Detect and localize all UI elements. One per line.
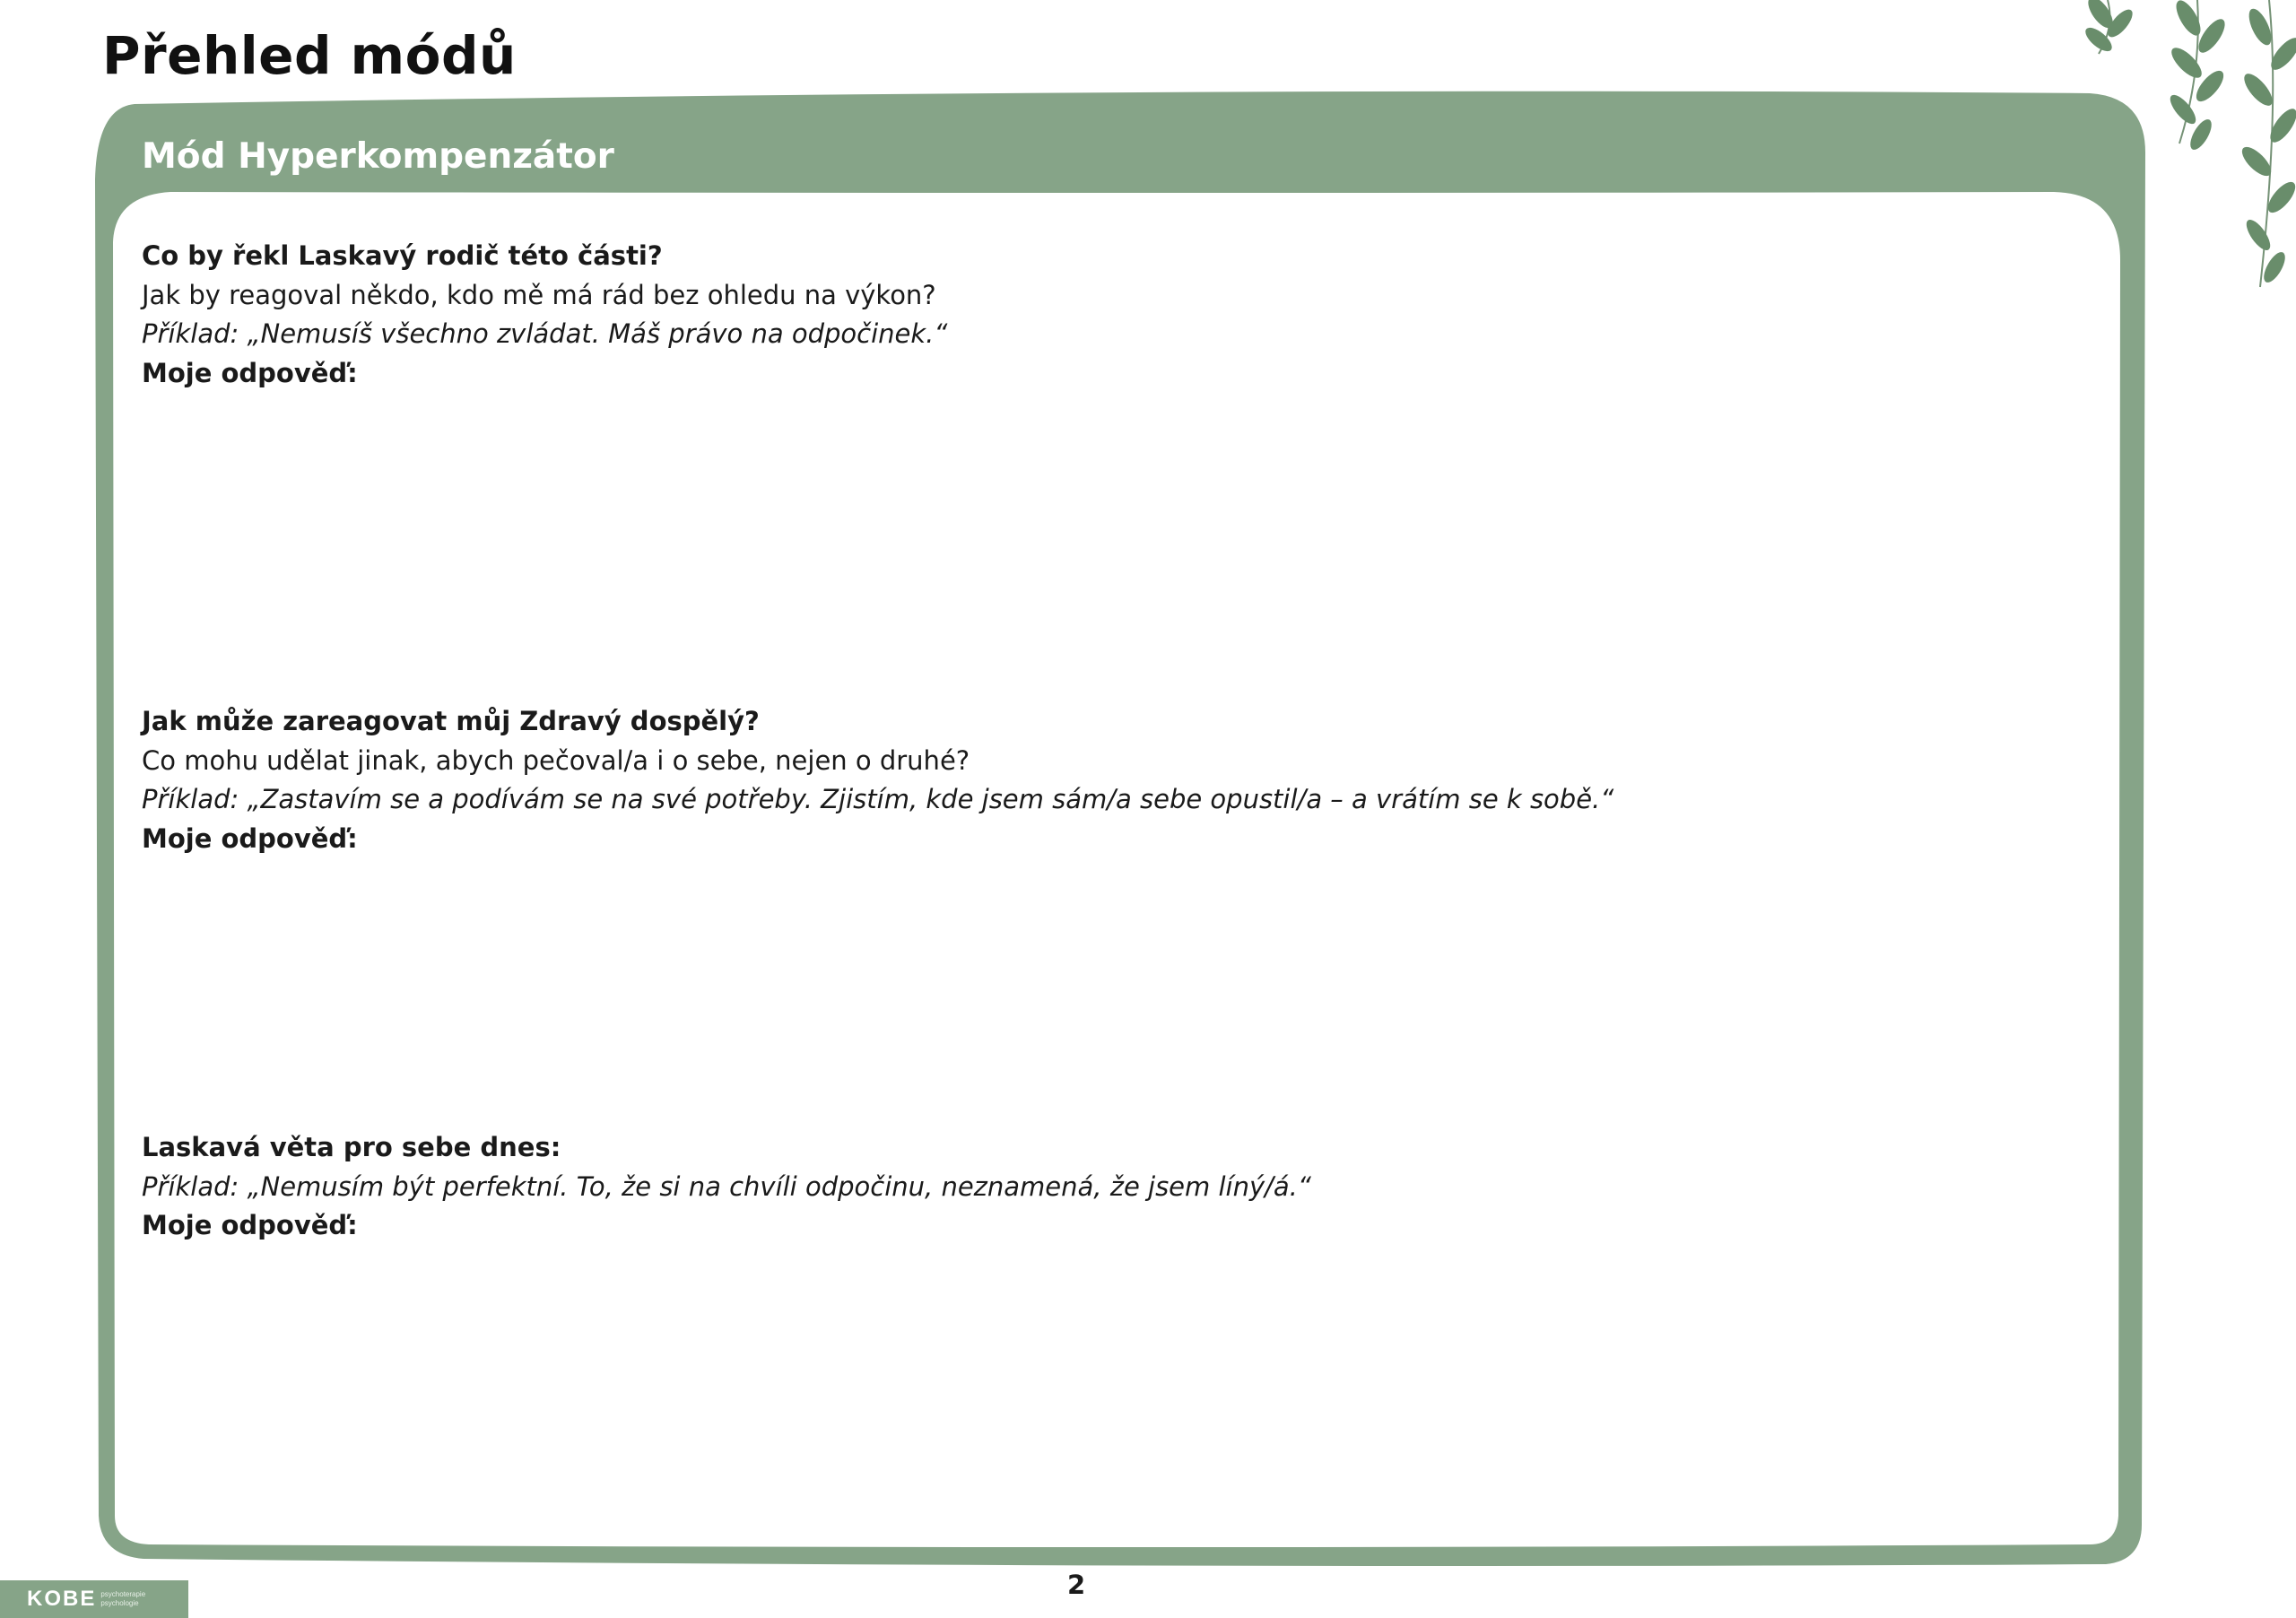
example-line: Příklad: „Zastavím se a podívám se na své potřeby. Zjistím, kde jsem sám/a sebe opustil/a – a vrátím se k sobě.“ bbox=[142, 784, 1614, 814]
question-heading: Co by řekl Laskavý rodič této části? bbox=[142, 240, 663, 271]
logo-line-2: psychologie bbox=[100, 1599, 139, 1607]
question-prompt: Co mohu udělat jinak, abych pečoval/a i o sebe, nejen o druhé? bbox=[142, 744, 970, 776]
page-title: Přehled módů bbox=[102, 25, 517, 86]
section-laskava-veta bbox=[142, 1128, 2079, 1246]
section-laskavy-rodic bbox=[142, 237, 2079, 393]
answer-label: Moje odpověď: bbox=[142, 822, 358, 854]
example-label: Příklad bbox=[142, 318, 230, 349]
question-heading: Jak může zareagovat můj Zdravý dospělý? bbox=[142, 706, 760, 736]
kobe-logo bbox=[0, 1580, 188, 1618]
section-zdravy-dospely bbox=[142, 702, 2079, 858]
answer-label: Moje odpověď: bbox=[142, 357, 358, 388]
example-text: : „Nemusíš všechno zvládat. Máš právo na odpočinek.“ bbox=[230, 318, 948, 349]
card-inner-panel bbox=[113, 192, 2120, 1547]
logo-subtitle bbox=[100, 1590, 145, 1608]
logo-line-1: psychoterapie bbox=[100, 1590, 146, 1598]
example-line: Příklad: „Nemusím být perfektní. To, že si na chvíli odpočinu, neznamená, že jsem líný/á.“ bbox=[142, 1170, 1311, 1202]
question-heading: Laskavá věta pro sebe dnes: bbox=[142, 1132, 561, 1162]
card-title: Mód Hyperkompenzátor bbox=[142, 136, 614, 177]
question-prompt: Jak by reagoval někdo, kdo mě má rád bez ohledu na výkon? bbox=[142, 279, 936, 310]
example-line bbox=[142, 315, 2079, 354]
page-number: 2 bbox=[1067, 1570, 1086, 1600]
logo-wordmark: KOBE bbox=[27, 1587, 97, 1611]
answer-label: Moje odpověď: bbox=[142, 1210, 358, 1240]
